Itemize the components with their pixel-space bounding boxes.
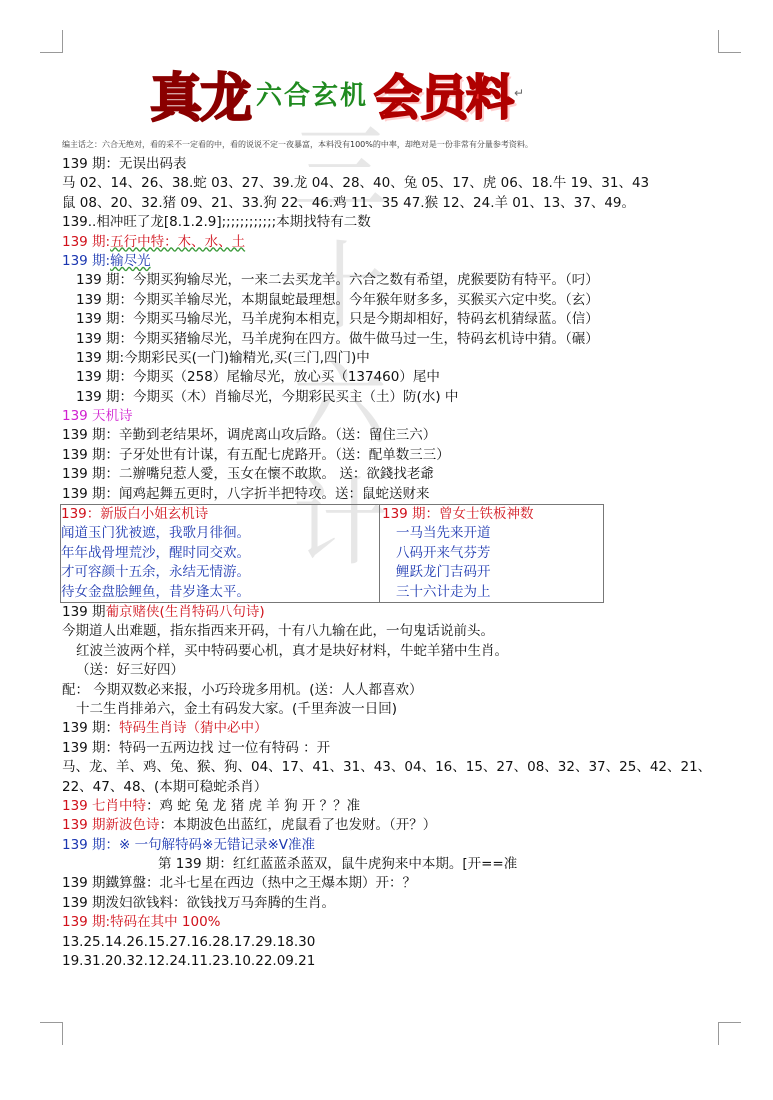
section-heading: 139 期新波色诗	[62, 817, 160, 834]
number-line: 19.31.20.32.12.24.11.23.10.22.09.21	[62, 953, 316, 970]
period-label: 139 期：	[62, 720, 120, 737]
text-line	[62, 603, 732, 622]
period-label: 139 期	[62, 603, 106, 620]
section-heading: 139 期：※ 一句解特码※无错记录※V准准	[62, 836, 316, 853]
text-line: 139 期：闻鸡起舞五更时，八字折半把特攻。送：鼠蛇送财来	[62, 485, 430, 502]
text-line: 139 期鐵算盤：北斗七星在西边（热中之王爆本期）开：？	[62, 875, 417, 892]
text-line: 139 期：今期买马输尽光，马羊虎狗本相克，只是今期却相好，特码玄机猜绿蓝。（信）	[76, 311, 599, 328]
title-banner	[150, 62, 525, 129]
text-line: （送：好三好四）	[76, 662, 184, 679]
text-line: 今期道人出难题，指东指西来开码，十有八九输在此，一句鬼话说前头。	[62, 623, 494, 640]
text-line	[62, 797, 732, 816]
cell-title: 139：新版白小姐玄机诗	[61, 506, 209, 523]
text-line: 配： 今期双数必来报，小巧玲珑多用机。(送：人人都喜欢）	[62, 681, 423, 698]
text-line: 139 期：无误出码表	[62, 156, 187, 172]
table-cell-right	[380, 505, 603, 602]
section-heading: 139 七肖中特	[62, 797, 147, 814]
text-line	[62, 252, 732, 271]
text-line: 139 期：特码一五两边找 过一位有特码 ：开	[62, 739, 331, 756]
text-line: 139 期：今期买（258）尾输尽光，放心买（137460）尾中	[76, 369, 440, 386]
poem-line: 一马当先来开道	[396, 525, 491, 542]
text-line: 139 期：今期买狗输尽光，一来二去买龙羊。六合之数有希望，虎猴要防有特平。（叼）	[76, 272, 599, 289]
text-line: 22、47、48、(本期可稳蛇杀肖）	[62, 778, 268, 795]
text-span: ：本期波色出蓝红，虎鼠看了也发财。（开？）	[159, 817, 437, 834]
text-line: 139 期：今期买猪输尽光，马羊虎狗在四方。做牛做马过一生，特码玄机诗中猜。（碾）	[76, 330, 599, 347]
text-line: 红波兰波两个样，买中特码要心机，真才是块好材料，牛蛇羊猪中生肖。	[76, 642, 508, 659]
text-line: 139 期：今期买（木）肖输尽光，今期彩民买主（土）防(水) 中	[76, 388, 459, 405]
number-line: 13.25.14.26.15.27.16.28.17.29.18.30	[62, 933, 316, 950]
text-line: 139 期：子牙处世有计谋，有五配七虎路开。（送：配单数三三）	[62, 446, 450, 463]
poem-line: 八码开来气芬芳	[396, 544, 491, 561]
text-line: 鼠 08、20、32.猪 09、21、33.狗 22、46.鸡 11、35 47.猴 12、24.羊 01、13、37、49。	[62, 194, 636, 211]
cell-title: 139 期：曾女士铁板神数	[382, 506, 534, 523]
poem-line: 闻道玉门犹被遮，我歌月徘徊。	[61, 525, 250, 542]
text-line: 139 期:今期彩民买(一门)输精光,买(三门,四门)中	[76, 349, 370, 366]
text-line: 十二生肖排弟六，金土有码发大家。(千里奔波一日回)	[76, 700, 398, 717]
text-line	[62, 233, 732, 252]
banner-title-1: 真龙	[150, 67, 251, 129]
text-line: 第 139 期：红红蓝蓝杀蓝双，鼠牛虎狗来中本期。[开==准	[158, 856, 518, 873]
watermark: 三十六计	[292, 113, 388, 579]
text-line: 139..相冲旺了龙[8.1.2.9];;;;;;;;;;;;本期找特有二数	[62, 214, 371, 231]
banner-title-2: 六合玄机	[256, 80, 369, 111]
text-line	[62, 719, 732, 738]
section-heading: 特码在其中 100%	[110, 914, 221, 931]
poem-line: 才可容颜十五余，永结无情游。	[61, 564, 250, 581]
text-line: 139 期泼妇欲钱料：欲钱找万马奔腾的生肖。	[62, 894, 336, 911]
section-heading: 特码生肖诗（猜中必中）	[119, 720, 268, 737]
document-body	[62, 155, 732, 971]
poem-line: 年年战骨埋荒沙，醒时同交欢。	[61, 544, 250, 561]
table-cell-left	[61, 505, 380, 602]
text-line	[62, 816, 732, 835]
text-line	[62, 913, 732, 932]
text-line: 139 期：今期买羊输尽光，本期鼠蛇最理想。今年猴年财多多，买猴买六定中奖。（玄）	[76, 291, 599, 308]
banner-title-3: 会员料	[374, 69, 513, 126]
poem-line: 三十六计走为上	[396, 583, 491, 600]
corner-mark	[718, 1022, 741, 1045]
period-label: 139 期:	[62, 252, 111, 269]
text-line: 139 期：辛勤到老结果坏，调虎离山攻后路。（送：留住三六）	[62, 427, 437, 444]
paragraph-mark-icon: ↵	[514, 86, 525, 100]
period-label: 139 期:	[62, 914, 111, 931]
text-line: 马、龙、羊、鸡、兔、猴、狗、04、17、41、31、43、04、16、15、27、08、32、37、25、42、21、	[62, 759, 712, 776]
corner-mark	[40, 30, 63, 53]
poem-line: 待女金盘脍鲤鱼，昔岁逢太平。	[61, 583, 250, 600]
corner-mark	[718, 30, 741, 53]
period-label: 139 期:	[62, 233, 111, 250]
section-heading: 葡京赌侠(生肖特码八句诗)	[105, 603, 265, 620]
section-heading: 输尽光	[110, 252, 151, 269]
text-span: ：鸡 蛇 兔 龙 猪 虎 羊 狗 开 ？？准	[146, 797, 361, 814]
text-line: 马 02、14、26、38.蛇 03、27、39.龙 04、28、40、兔 05、17、虎 06、18.牛 19、31、43	[62, 175, 650, 192]
text-line: 139 期：二辦嘴兒惹人愛，玉女在懷不敢欺。 送：欲錢找老爺	[62, 466, 434, 483]
poem-line: 鲤跃龙门吉码开	[396, 564, 491, 581]
section-heading: 139 天机诗	[62, 408, 133, 425]
five-elements-line: 五行中特：木、水、土	[110, 233, 246, 250]
editor-notice: 编主话之：六合无绝对，看的采不一定看的中，看的说说不定一夜暴富，本料没有100%的中率，却绝对是一份非常有分量参考资料。	[62, 140, 533, 149]
corner-mark	[40, 1022, 63, 1045]
poem-table	[60, 504, 604, 603]
